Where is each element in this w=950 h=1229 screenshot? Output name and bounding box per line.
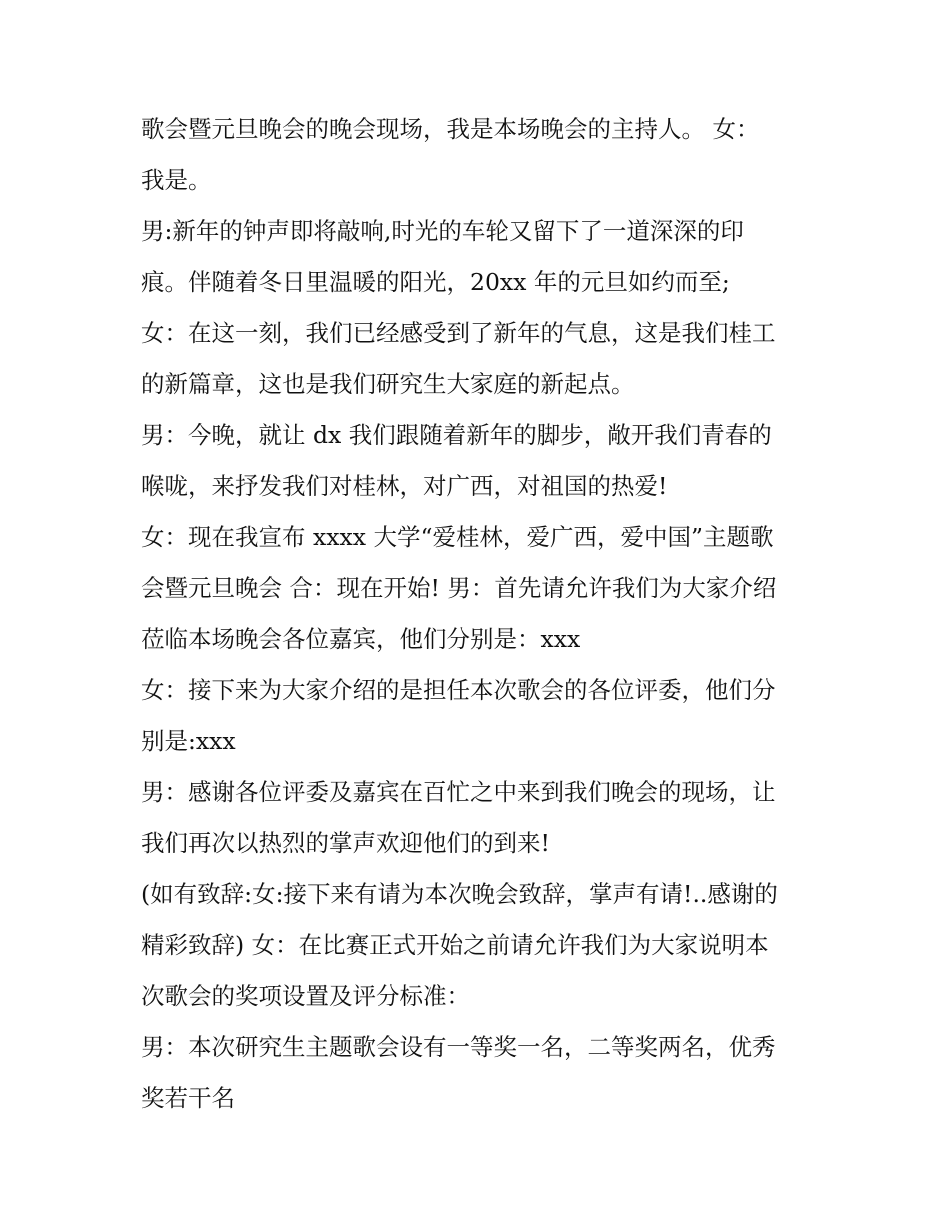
text-line: 的新篇章，这也是我们研究生大家庭的新起点。 [141, 370, 635, 398]
text-line: 别是:xxx [141, 727, 236, 755]
text-line: 男:新年的钟声即将敲响,时光的车轮又留下了一道深深的印 [141, 217, 744, 245]
body-text [141, 104, 841, 1124]
text-line: 会暨元旦晚会 合：现在开始! 男：首先请允许我们为大家介绍 [141, 574, 777, 602]
text-line: 男：本次研究生主题歌会设有一等奖一名，二等奖两名，优秀 [141, 1033, 776, 1061]
text-line: 男：感谢各位评委及嘉宾在百忙之中来到我们晚会的现场，让 [141, 778, 776, 806]
text-line: 喉咙，来抒发我们对桂林，对广西，对祖国的热爱! [141, 472, 668, 500]
text-line: 女：现在我宣布 xxxx 大学“爱桂林，爱广西，爱中国”主题歌 [141, 523, 774, 551]
text-line: 次歌会的奖项设置及评分标准： [141, 982, 470, 1010]
text-line: 精彩致辞) 女：在比赛正式开始之前请允许我们为大家说明本 [141, 931, 769, 959]
text-line: 奖若干名 [141, 1084, 235, 1112]
text-line: 歌会暨元旦晚会的晚会现场，我是本场晚会的主持人。 女： [141, 115, 760, 143]
text-line: 女：在这一刻，我们已经感受到了新年的气息，这是我们桂工 [141, 319, 776, 347]
text-line: 痕。伴随着冬日里温暖的阳光，20xx 年的元旦如约而至; [141, 268, 730, 296]
text-line: 莅临本场晚会各位嘉宾，他们分别是：xxx [141, 625, 581, 653]
text-line: 我是。 [141, 166, 212, 194]
text-line: 女：接下来为大家介绍的是担任本次歌会的各位评委，他们分 [141, 676, 776, 704]
text-line: 我们再次以热烈的掌声欢迎他们的到来! [141, 829, 550, 857]
text-line: 男：今晚，就让 dx 我们跟随着新年的脚步，敞开我们青春的 [141, 421, 772, 449]
text-line: (如有致辞:女:接下来有请为本次晚会致辞，掌声有请!..感谢的 [141, 880, 778, 908]
